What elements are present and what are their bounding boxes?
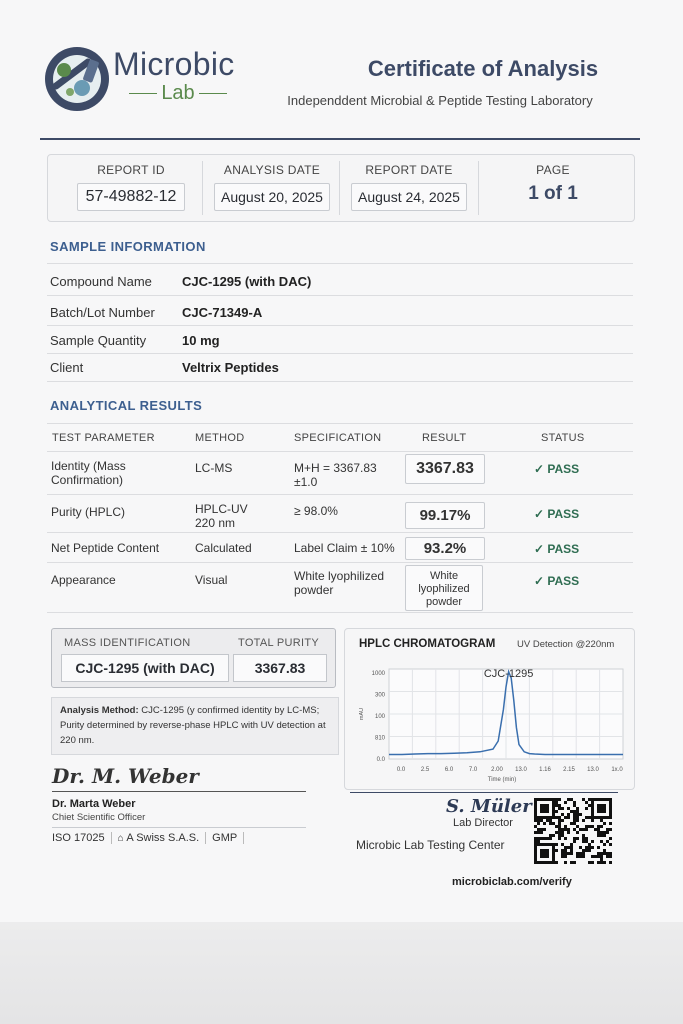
signature-muller: S. Müler — [446, 796, 532, 817]
row3-parameter: Net Peptide Content — [51, 541, 160, 555]
separator — [243, 832, 244, 844]
certificate-title: Certificate of Analysis — [367, 56, 599, 81]
total-purity-value: 3367.83 — [233, 654, 327, 682]
row2-method: HPLC-UV 220 nm — [195, 502, 248, 530]
signature-line — [350, 792, 618, 793]
compound-name-label: Compound Name — [50, 274, 152, 289]
x-tick-label: 0.0 — [396, 767, 406, 773]
analysis-method-label: Analysis Method: — [60, 705, 139, 716]
divider — [47, 381, 633, 382]
client-label: Client — [50, 360, 84, 375]
row2-status — [534, 507, 579, 521]
header-separator — [202, 161, 203, 215]
col-result: RESULT — [422, 432, 467, 444]
x-tick-label: 1x.0 — [611, 767, 623, 773]
header-separator — [339, 161, 340, 215]
mass-identification-label: MASS IDENTIFICATION — [64, 637, 191, 649]
divider — [47, 562, 633, 563]
report-id-label: REPORT ID — [97, 163, 165, 177]
sample-info-heading: SAMPLE INFORMATION — [50, 239, 206, 254]
analysis-method-note — [51, 697, 339, 755]
signature-line — [52, 791, 306, 792]
divider — [47, 451, 633, 452]
testing-center-name: Microbic Lab Testing Center — [356, 838, 505, 852]
report-header-box — [47, 154, 635, 222]
chromatogram-plot — [345, 629, 634, 789]
check-icon: ✓ — [534, 574, 548, 588]
divider — [52, 827, 306, 828]
x-axis-label: Time (min) — [487, 777, 517, 783]
row2-specification: ≥ 98.0% — [294, 504, 338, 518]
client-value: Veltrix Peptides — [182, 360, 279, 375]
row4-method: Visual — [195, 573, 228, 587]
brand-name: Microbic — [113, 46, 235, 82]
analytical-results-heading: ANALYTICAL RESULTS — [50, 398, 203, 413]
y-tick-label: 300 — [374, 692, 385, 699]
batch-number-value: CJC-71349-A — [182, 305, 263, 320]
divider — [47, 423, 633, 424]
hplc-chromatogram-panel — [344, 628, 635, 790]
row3-result: 93.2% — [405, 537, 485, 560]
page-cell — [480, 155, 626, 221]
check-icon: ✓ — [534, 462, 548, 476]
col-specification: SPECIFICATION — [294, 432, 382, 444]
building-icon: ⌂ — [117, 833, 127, 844]
page-label: PAGE — [536, 163, 570, 177]
background-surface — [0, 922, 683, 1024]
row3-method: Calculated — [195, 541, 252, 555]
qr-code[interactable] — [533, 798, 613, 864]
x-tick-label: 13.0 — [587, 767, 599, 773]
mass-identification-box — [51, 628, 336, 688]
certificate-subtitle: Independdent Microbial & Peptide Testing Laboratory — [287, 93, 593, 108]
brand-lab-text: Lab — [161, 82, 195, 104]
x-tick-label: 2.15 — [563, 767, 575, 773]
row1-status-text: PASS — [547, 462, 580, 476]
report-id-value: 57-49882-12 — [77, 183, 186, 211]
verify-url[interactable]: microbiclab.com/verify — [452, 876, 572, 888]
analysis-date-label: ANALYSIS DATE — [223, 163, 321, 177]
row4-status-text: PASS — [547, 574, 580, 588]
brand-subname — [117, 82, 239, 105]
row1-specification: M+H = 3367.83 ±1.0 — [294, 461, 377, 489]
mass-identification-value: CJC-1295 (with DAC) — [61, 654, 229, 682]
analysis-method-text: CJC-1295 (y confirmed identity by LC-MS; Purity determined by reverse-phase HPLC with UV detection at 220 nm. — [60, 705, 326, 746]
batch-number-label: Batch/Lot Number — [50, 305, 155, 320]
report-date-value: August 24, 2025 — [351, 183, 467, 211]
sample-quantity-value: 10 mg — [182, 333, 220, 348]
y-tick-label: 0.0 — [376, 757, 385, 763]
x-tick-label: 1.16 — [539, 767, 551, 773]
divider — [47, 263, 633, 264]
sample-quantity-label: Sample Quantity — [50, 333, 147, 348]
page-value: 1 of 1 — [528, 183, 578, 204]
divider — [47, 494, 633, 495]
row4-result: White lyophilized powder — [405, 565, 483, 611]
report-date-cell — [342, 155, 476, 221]
x-tick-label: 7.0 — [468, 767, 478, 773]
row3-status-text: PASS — [547, 542, 580, 556]
signature-weber: Dr. M. Weber — [52, 764, 199, 788]
divider — [47, 295, 633, 296]
separator — [111, 832, 112, 844]
y-tick-label: 100 — [374, 714, 385, 720]
separator — [205, 832, 206, 844]
signer-role: Chiet Scientific Officer — [52, 812, 146, 823]
check-icon: ✓ — [534, 507, 548, 521]
col-test-parameter: TEST PARAMETER — [52, 432, 155, 444]
x-tick-label: 6.0 — [444, 767, 454, 773]
peak-label: CJC-1295 — [483, 668, 534, 680]
analysis-date-cell — [206, 155, 338, 221]
row4-parameter: Appearance — [51, 573, 116, 587]
accreditations — [52, 832, 250, 844]
divider — [47, 532, 633, 533]
swiss-badge: A Swiss S.A.S. — [126, 832, 200, 844]
header-divider — [40, 138, 640, 140]
row2-status-text: PASS — [547, 507, 580, 521]
divider — [47, 325, 633, 326]
row1-method: LC-MS — [195, 461, 233, 475]
row3-specification: Label Claim ± 10% — [294, 541, 395, 555]
analysis-date-value: August 20, 2025 — [214, 183, 330, 211]
row1-status — [534, 462, 579, 476]
x-tick-label: 13.0 — [515, 767, 527, 773]
y-tick-label: 1000 — [371, 671, 385, 677]
col-method: METHOD — [195, 432, 245, 444]
microbic-lab-logo — [42, 44, 112, 114]
row3-status — [534, 542, 579, 556]
signer-name: Dr. Marta Weber — [52, 798, 136, 810]
compound-name-value: CJC-1295 (with DAC) — [182, 274, 312, 289]
report-id-cell — [58, 155, 204, 221]
y-tick-label: 810 — [374, 735, 385, 742]
row2-parameter: Purity (HPLC) — [51, 505, 126, 519]
row4-specification: White lyophilized powder — [294, 569, 385, 597]
report-date-label: REPORT DATE — [365, 163, 453, 177]
gmp-badge: GMP — [212, 832, 238, 844]
chart-title: HPLC CHROMATOGRAM — [359, 638, 496, 650]
row4-status — [534, 574, 579, 588]
iso-badge: ISO 17025 — [52, 832, 105, 844]
divider — [47, 612, 633, 613]
total-purity-label: TOTAL PURITY — [238, 637, 320, 649]
y-axis-label: mAU — [359, 707, 365, 721]
row2-result: 99.17% — [405, 502, 485, 529]
row1-result: 3367.83 — [405, 454, 485, 484]
col-status: STATUS — [541, 432, 585, 444]
check-icon: ✓ — [534, 542, 548, 556]
x-tick-label: 2.00 — [491, 767, 503, 773]
row1-parameter: Identity (Mass Confirmation) — [51, 459, 126, 487]
x-tick-label: 2.5 — [420, 767, 430, 773]
director-role: Lab Director — [453, 817, 513, 829]
divider — [47, 353, 633, 354]
header-separator — [478, 161, 479, 215]
chart-subtitle: UV Detection @220nm — [517, 639, 615, 650]
